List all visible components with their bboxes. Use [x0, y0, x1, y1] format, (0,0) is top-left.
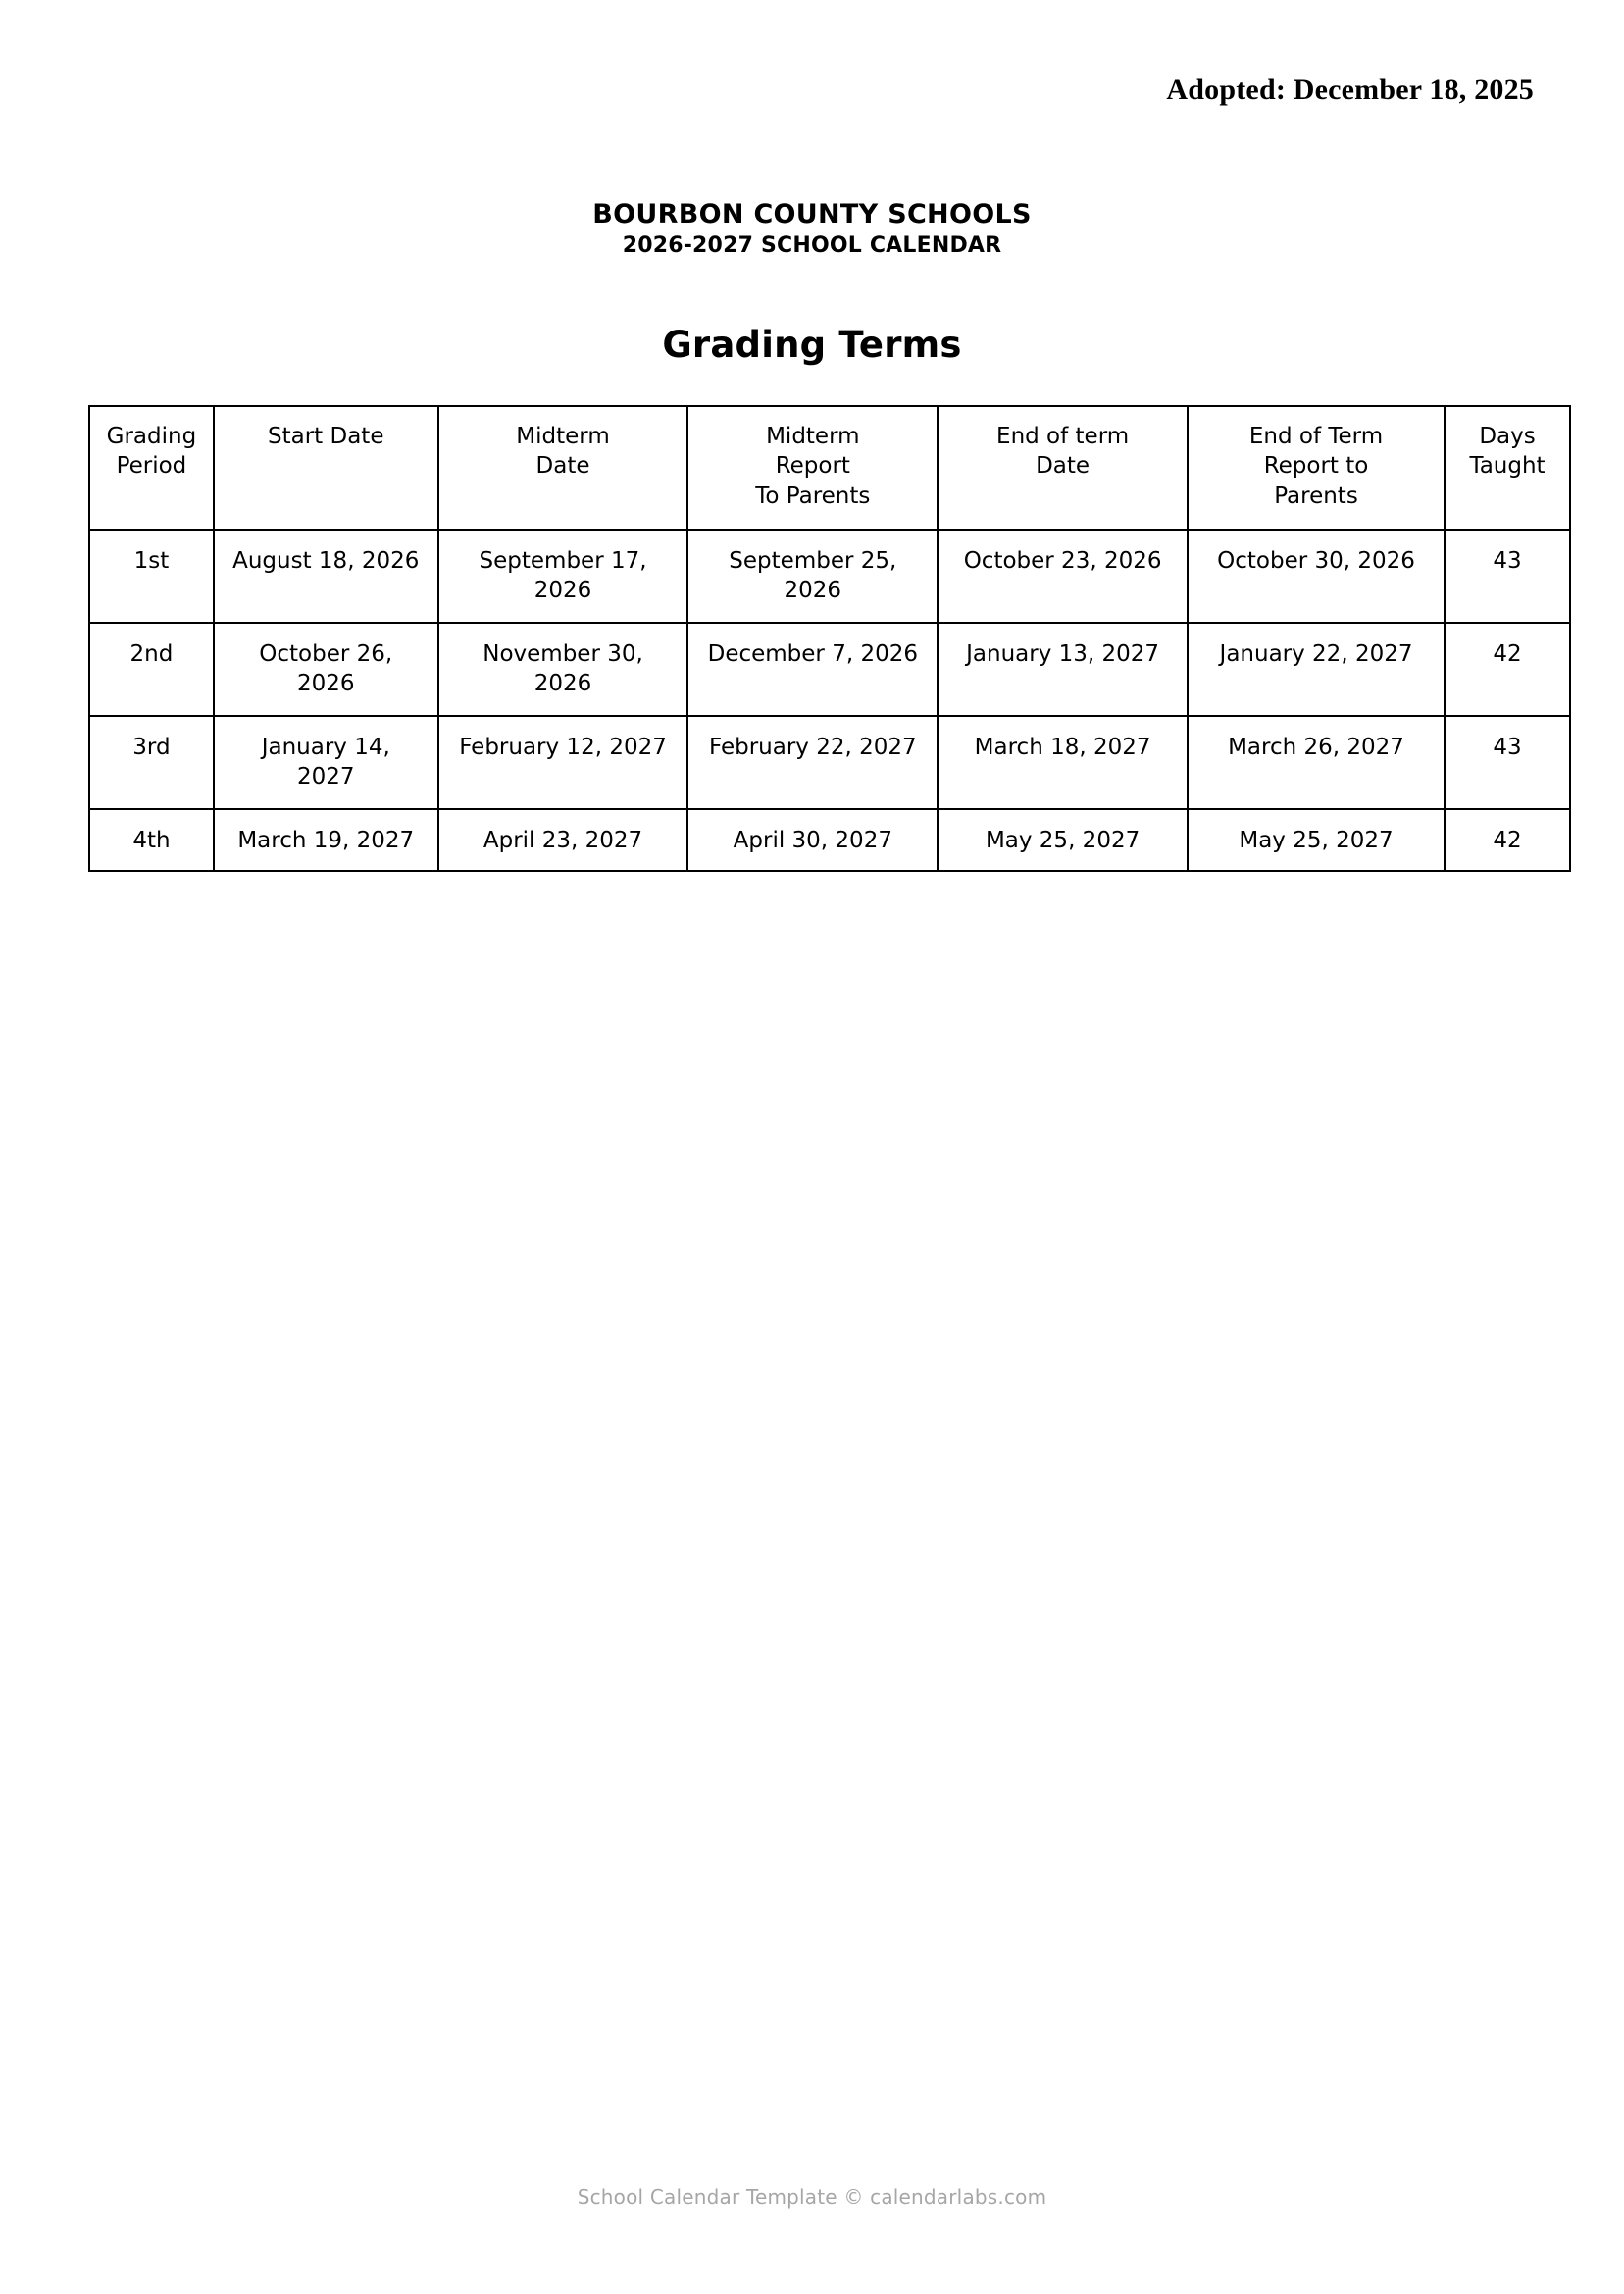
cell-line: February 22, 2027 — [708, 735, 917, 760]
document-title-block — [0, 199, 1624, 260]
column-header-end-of-term-date — [938, 406, 1188, 530]
column-header-end-of-term-report-to-parents — [1188, 406, 1445, 530]
cell-midterm-date — [438, 716, 688, 809]
cell-days-taught: 43 — [1445, 716, 1570, 809]
cell-line: April 23, 2027 — [482, 828, 643, 853]
cell-line: September 25, — [729, 548, 897, 574]
cell-days-taught: 43 — [1445, 530, 1570, 623]
column-header-start-date — [214, 406, 438, 530]
cell-midterm-report — [687, 623, 938, 716]
cell-grading-period: 4th — [89, 809, 214, 871]
cell-start-date — [214, 530, 438, 623]
footer-credit-text: School Calendar Template © calendarlabs.com — [577, 2185, 1047, 2209]
cell-end-of-term-date — [938, 530, 1188, 623]
cell-end-of-term-date — [938, 809, 1188, 871]
cell-end-of-term-report — [1188, 623, 1445, 716]
cell-line: November 30, — [482, 641, 643, 667]
cell-line: December 7, 2026 — [707, 641, 918, 667]
cell-start-date — [214, 623, 438, 716]
header-line: End of term — [996, 424, 1130, 449]
header-line: Days — [1479, 424, 1536, 449]
cell-line: April 30, 2027 — [733, 828, 892, 853]
cell-line: October 26, — [259, 641, 393, 667]
section-heading-grading-terms: Grading Terms — [662, 324, 962, 366]
header-line: Period — [116, 453, 187, 480]
cell-line: October 30, 2026 — [1217, 548, 1415, 574]
cell-grading-period: 3rd — [89, 716, 214, 809]
cell-end-of-term-date — [938, 716, 1188, 809]
grading-terms-table-container — [88, 405, 1571, 872]
grading-terms-table — [88, 405, 1571, 872]
column-header-grading-period — [89, 406, 214, 530]
calendar-year-title: 2026-2027 SCHOOL CALENDAR — [622, 232, 1002, 258]
cell-midterm-report — [687, 809, 938, 871]
cell-line: January 14, — [261, 735, 390, 760]
cell-end-of-term-report — [1188, 809, 1445, 871]
header-line: Midterm — [766, 424, 860, 449]
cell-line: 2026 — [533, 578, 592, 604]
cell-line: February 12, 2027 — [459, 735, 667, 760]
cell-line: 2027 — [296, 764, 355, 790]
header-line: Report to — [1263, 453, 1369, 480]
header-line: Date — [1036, 453, 1091, 480]
table-row — [89, 623, 1570, 716]
cell-days-taught: 42 — [1445, 623, 1570, 716]
cell-midterm-report — [687, 530, 938, 623]
header-line: Parents — [1274, 483, 1358, 509]
cell-line: January 13, 2027 — [966, 641, 1160, 667]
cell-end-of-term-report — [1188, 716, 1445, 809]
cell-end-of-term-date — [938, 623, 1188, 716]
cell-line: 2026 — [784, 578, 842, 604]
cell-line: September 17, — [479, 548, 647, 574]
header-line: Taught — [1469, 453, 1546, 480]
cell-grading-period: 1st — [89, 530, 214, 623]
cell-line: 2026 — [533, 671, 592, 697]
header-line: Grading — [106, 424, 197, 449]
header-line: Midterm — [516, 424, 610, 449]
table-row — [89, 530, 1570, 623]
table-row — [89, 809, 1570, 871]
cell-midterm-date — [438, 623, 688, 716]
header-line: Report — [775, 453, 850, 480]
header-line: Start Date — [268, 424, 384, 449]
cell-start-date — [214, 809, 438, 871]
table-header-row — [89, 406, 1570, 530]
adopted-date-note: Adopted: December 18, 2025 — [1166, 74, 1534, 106]
cell-grading-period: 2nd — [89, 623, 214, 716]
cell-line: January 22, 2027 — [1219, 641, 1413, 667]
cell-line: May 25, 2027 — [985, 828, 1141, 853]
header-line: Date — [535, 453, 590, 480]
cell-midterm-date — [438, 809, 688, 871]
cell-end-of-term-report — [1188, 530, 1445, 623]
cell-line: March 26, 2027 — [1228, 735, 1404, 760]
column-header-midterm-report-to-parents — [687, 406, 938, 530]
cell-line: August 18, 2026 — [232, 548, 420, 574]
cell-line: March 18, 2027 — [974, 735, 1151, 760]
column-header-midterm-date — [438, 406, 688, 530]
header-line: To Parents — [755, 483, 871, 509]
cell-days-taught: 42 — [1445, 809, 1570, 871]
column-header-days-taught — [1445, 406, 1570, 530]
cell-midterm-report — [687, 716, 938, 809]
cell-line: March 19, 2027 — [237, 828, 415, 853]
cell-midterm-date — [438, 530, 688, 623]
cell-line: May 25, 2027 — [1239, 828, 1394, 853]
cell-line: October 23, 2026 — [963, 548, 1162, 574]
cell-line: 2026 — [296, 671, 355, 697]
table-row — [89, 716, 1570, 809]
organization-title: BOURBON COUNTY SCHOOLS — [592, 199, 1032, 229]
header-line: End of Term — [1248, 424, 1384, 449]
cell-start-date — [214, 716, 438, 809]
